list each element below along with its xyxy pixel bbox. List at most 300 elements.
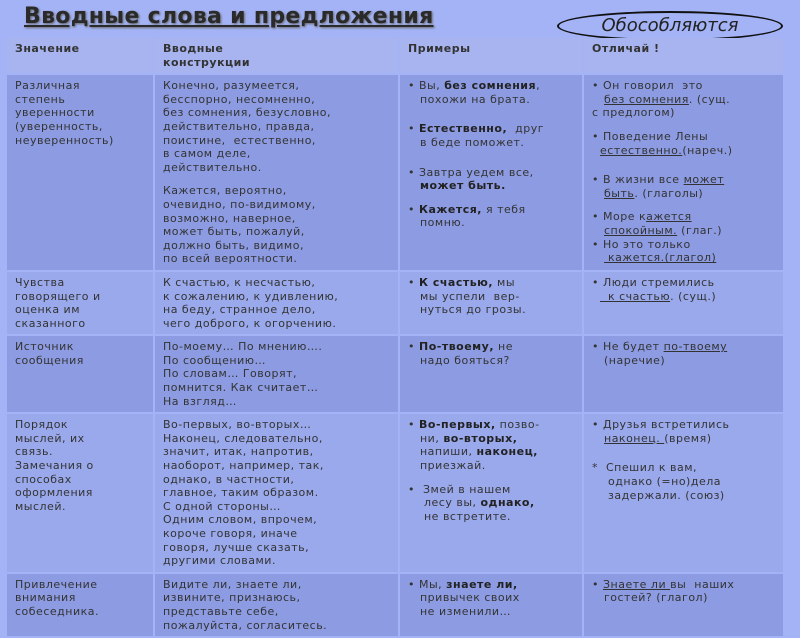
cell-constructions	[155, 272, 398, 334]
paragraph	[408, 203, 574, 230]
text-line	[163, 367, 390, 381]
table-row	[7, 414, 783, 572]
text-segment: Конечно, разумеется,	[163, 79, 300, 93]
text-segment: Видите ли, знаете ли,	[163, 577, 302, 591]
text-segment	[592, 251, 604, 264]
text-line	[592, 418, 775, 432]
paragraph	[408, 483, 574, 524]
text-line	[592, 461, 775, 475]
text-segment: внимания	[15, 591, 76, 605]
text-segment: (глаг.)	[677, 223, 723, 237]
paragraph	[592, 210, 775, 264]
text-segment: должно быть, видимо,	[163, 238, 304, 252]
cell-distinguish	[584, 414, 783, 572]
paragraph	[163, 79, 390, 174]
text-segment: На взгляд…	[163, 394, 237, 408]
text-line	[163, 290, 390, 304]
text-segment: уверенности	[15, 106, 95, 120]
text-line	[163, 527, 390, 541]
text-segment: говоря, лучше сказать,	[163, 540, 310, 554]
underlined-phrase: ажется	[646, 210, 692, 224]
text-line	[15, 340, 145, 354]
text-line	[592, 130, 775, 144]
paragraph	[408, 79, 574, 106]
underlined-phrase: по-твоему	[663, 340, 728, 354]
text-segment: степень	[15, 92, 66, 106]
text-line	[592, 93, 775, 107]
header-row	[7, 38, 783, 73]
text-segment: бесспорно, несомненно,	[163, 92, 316, 106]
text-segment: задержали. (союз)	[592, 488, 725, 502]
paragraph	[592, 130, 775, 157]
paragraph	[592, 173, 775, 200]
paragraph	[592, 340, 775, 367]
paragraph	[15, 418, 145, 513]
paragraph	[163, 276, 390, 330]
text-line	[408, 203, 574, 217]
text-segment: • Друзья встретились	[592, 418, 730, 432]
text-segment: помнится. Как считает…	[163, 381, 319, 395]
text-line	[408, 354, 574, 368]
text-segment: •	[408, 202, 419, 216]
bold-phrase: Во-первых,	[419, 418, 496, 432]
text-line	[15, 486, 145, 500]
text-segment: Источник	[15, 340, 74, 354]
text-segment: представьте себе,	[163, 604, 279, 618]
text-line	[15, 290, 145, 304]
cell-constructions	[155, 75, 398, 270]
text-line	[592, 187, 775, 201]
text-segment: однако, в частности,	[163, 472, 295, 486]
text-segment: сообщения	[15, 353, 84, 367]
text-line	[163, 79, 390, 93]
paragraph	[408, 166, 574, 193]
text-line	[15, 354, 145, 368]
text-line	[163, 317, 390, 331]
text-line	[163, 432, 390, 446]
text-line	[15, 500, 145, 514]
text-segment: Порядок	[15, 418, 69, 432]
text-segment: оценка им	[15, 303, 81, 317]
text-segment: однако (=но)дела	[592, 475, 721, 489]
text-segment: • Змей в нашем	[408, 482, 511, 496]
text-line	[163, 106, 390, 120]
paragraph	[163, 340, 390, 408]
bold-phrase: без сомнения	[444, 79, 537, 93]
text-line	[15, 432, 145, 446]
text-line	[15, 578, 145, 592]
text-segment: поистине, естественно,	[163, 133, 316, 147]
text-segment: . (сущ.)	[670, 289, 717, 303]
text-line	[15, 134, 145, 148]
text-segment: наоборот, например, так,	[163, 459, 324, 473]
paragraph	[408, 276, 574, 317]
text-line	[15, 459, 145, 473]
text-segment: похожи на брата.	[408, 92, 531, 106]
text-line	[163, 381, 390, 395]
text-segment: . (глаголы)	[634, 186, 704, 200]
text-segment: • Мы,	[408, 577, 447, 591]
text-line	[592, 173, 775, 187]
cell-examples	[400, 336, 582, 412]
text-line	[408, 459, 574, 473]
table-row	[7, 272, 783, 334]
text-line	[163, 578, 390, 592]
paragraph	[15, 578, 145, 619]
text-segment: лесу вы,	[408, 496, 481, 510]
text-segment: может быть, пожалуй,	[163, 225, 305, 239]
bold-phrase: К счастью,	[419, 275, 494, 289]
text-segment: Наконец, следовательно,	[163, 431, 323, 445]
cell-meaning	[7, 75, 153, 270]
text-line	[408, 136, 574, 150]
cell-examples	[400, 414, 582, 572]
text-line	[163, 459, 390, 473]
text-line	[163, 212, 390, 226]
text-segment: • Вы,	[408, 79, 445, 93]
text-line	[408, 605, 574, 619]
text-line	[592, 591, 775, 605]
text-segment: по всей вероятности.	[163, 252, 298, 266]
cell-distinguish	[584, 75, 783, 270]
text-line	[592, 475, 775, 489]
text-segment: напиши,	[408, 445, 477, 459]
table-row	[7, 336, 783, 412]
text-segment: •	[592, 577, 603, 591]
stamp-label: Обособляются	[557, 11, 783, 41]
text-segment: в беде поможет.	[408, 135, 525, 149]
text-line	[408, 418, 574, 432]
text-line	[408, 276, 574, 290]
text-line	[408, 216, 574, 230]
text-segment	[592, 187, 604, 200]
text-segment: на беду, странное дело,	[163, 303, 316, 317]
bold-phrase: По-твоему,	[419, 340, 495, 354]
paragraph	[15, 79, 145, 147]
text-segment: По словам… Говорят,	[163, 367, 297, 381]
cell-distinguish	[584, 272, 783, 334]
text-segment: не	[494, 340, 513, 354]
bold-phrase: Естественно,	[419, 122, 508, 136]
text-line	[592, 106, 775, 120]
text-line	[592, 340, 775, 354]
text-segment: Во-первых, во-вторых…	[163, 418, 312, 432]
text-line	[163, 147, 390, 161]
cell-examples	[400, 75, 582, 270]
text-segment: . (сущ.	[688, 92, 731, 106]
text-segment: • Море к	[592, 210, 647, 224]
text-line	[163, 486, 390, 500]
text-line	[15, 106, 145, 120]
text-line	[163, 198, 390, 212]
text-segment: надо бояться?	[408, 353, 510, 367]
text-line	[15, 445, 145, 459]
text-segment	[408, 179, 420, 192]
text-segment: без сомнения, безусловно,	[163, 106, 332, 120]
cell-constructions	[155, 336, 398, 412]
text-segment: помню.	[408, 216, 466, 230]
text-line	[15, 79, 145, 93]
text-line	[163, 276, 390, 290]
text-segment: • Люди стремились	[592, 275, 715, 289]
text-segment: (нареч.)	[682, 143, 733, 157]
paragraph	[592, 418, 775, 445]
paragraph	[408, 418, 574, 472]
text-segment: Различная	[15, 79, 80, 93]
bold-phrase: знаете ли,	[446, 577, 518, 591]
text-segment: способах	[15, 472, 72, 486]
table-row	[7, 75, 783, 270]
text-segment: возможно, наверное,	[163, 211, 296, 225]
text-segment: в самом деле,	[163, 147, 251, 161]
text-segment: говорящего и	[15, 289, 101, 303]
text-segment: я тебя	[481, 202, 526, 216]
text-line	[408, 93, 574, 107]
text-segment: Чувства	[15, 275, 65, 289]
text-line	[163, 619, 390, 633]
header-constructions: Вводные конструкции	[155, 38, 398, 73]
bold-phrase: во-вторых,	[443, 431, 518, 445]
text-line	[408, 591, 574, 605]
cell-constructions	[155, 574, 398, 636]
header-meaning: Значение	[7, 38, 153, 73]
text-segment: другими словами.	[163, 554, 276, 568]
text-line	[15, 93, 145, 107]
cell-meaning	[7, 336, 153, 412]
paragraph	[408, 340, 574, 367]
text-line	[163, 161, 390, 175]
text-line	[592, 432, 775, 446]
text-line	[408, 445, 574, 459]
bold-phrase: наконец,	[476, 445, 538, 459]
text-segment: •	[408, 122, 419, 136]
text-segment: • В жизни все	[592, 173, 684, 187]
text-segment	[592, 432, 604, 445]
text-segment: пожалуйста, согласитесь.	[163, 618, 328, 632]
text-segment: короче говоря, иначе	[163, 527, 298, 540]
text-line	[408, 483, 574, 497]
cell-distinguish	[584, 336, 783, 412]
text-segment: мыслей, их	[15, 431, 85, 445]
text-segment: •	[408, 275, 419, 289]
text-line	[15, 605, 145, 619]
text-segment: связь.	[15, 445, 53, 459]
text-segment: не изменили…	[408, 604, 512, 618]
text-segment: Замечания о	[15, 459, 94, 473]
cell-meaning	[7, 574, 153, 636]
text-segment: значит, итак, напротив,	[163, 445, 314, 459]
text-line	[163, 354, 390, 368]
text-segment: •	[408, 418, 419, 432]
text-segment: • Но это только	[592, 237, 691, 251]
text-segment: к сожалению, к удивлению,	[163, 289, 339, 303]
text-segment: мыслей.	[15, 499, 66, 513]
underlined-phrase: может	[683, 173, 725, 187]
text-segment	[592, 93, 604, 106]
paragraph	[592, 79, 775, 120]
cell-constructions	[155, 414, 398, 572]
text-line	[163, 340, 390, 354]
text-line	[592, 251, 775, 265]
text-line	[163, 252, 390, 266]
paragraph	[408, 578, 574, 619]
text-line	[15, 591, 145, 605]
text-line	[592, 489, 775, 503]
text-line	[592, 578, 775, 592]
bold-phrase: может быть.	[420, 179, 506, 193]
text-segment: Привлечение	[15, 577, 98, 591]
text-line	[592, 144, 775, 158]
paragraph	[163, 418, 390, 568]
text-segment: неуверенность)	[15, 133, 114, 147]
text-segment: * Спешил к вам,	[592, 461, 698, 475]
text-segment: По сообщению…	[163, 353, 267, 367]
text-line	[408, 510, 574, 524]
text-segment: не встретите.	[408, 509, 511, 523]
text-segment: чего доброго, к огорчению.	[163, 316, 337, 330]
bold-phrase: однако,	[480, 496, 535, 510]
text-segment: позво-	[495, 418, 540, 432]
paragraph	[592, 276, 775, 303]
text-segment: ни,	[408, 431, 444, 445]
text-line	[408, 122, 574, 136]
underlined-phrase: кажется.(глагол)	[604, 251, 717, 265]
underlined-phrase: Знаете ли	[603, 577, 671, 591]
text-segment: мы успели вер-	[408, 289, 520, 303]
text-line	[15, 317, 145, 331]
text-line	[592, 224, 775, 238]
underlined-phrase: без сомнения	[604, 92, 689, 106]
text-segment: с предлогом)	[592, 106, 675, 120]
paragraph	[592, 578, 775, 605]
underlined-phrase: к счастью	[600, 289, 671, 303]
text-line	[163, 445, 390, 459]
text-line	[163, 120, 390, 134]
bold-phrase: Кажется,	[419, 202, 482, 216]
text-segment: главное, таким образом.	[163, 486, 319, 500]
paragraph	[15, 276, 145, 330]
text-segment: действительно, правда,	[163, 119, 315, 133]
text-segment: привычек своих	[408, 591, 520, 605]
text-line	[592, 238, 775, 252]
text-line	[163, 239, 390, 253]
text-line	[163, 93, 390, 107]
underlined-phrase: естественно.	[600, 143, 683, 157]
text-segment: •	[408, 340, 419, 354]
text-line	[163, 554, 390, 568]
header-distinguish: Отличай !	[584, 38, 783, 73]
text-segment: Кажется, вероятно,	[163, 184, 287, 198]
text-line	[408, 303, 574, 317]
text-segment: • Завтра уедем все,	[408, 165, 534, 179]
text-segment: извините, признаюсь,	[163, 591, 301, 605]
text-segment: сказанного	[15, 316, 86, 330]
paragraph	[408, 122, 574, 149]
text-segment: По-моему… По мнению….	[163, 340, 323, 354]
text-line	[163, 500, 390, 514]
text-line	[163, 225, 390, 239]
text-line	[408, 432, 574, 446]
introductory-words-table	[5, 36, 785, 638]
text-segment: очевидно, по-видимому,	[163, 197, 316, 211]
text-segment: • Он говорил это	[592, 79, 703, 93]
text-line	[15, 473, 145, 487]
paragraph	[15, 340, 145, 367]
cell-examples	[400, 574, 582, 636]
text-line	[408, 179, 574, 193]
text-segment	[592, 144, 600, 157]
text-line	[408, 166, 574, 180]
paragraph	[592, 461, 775, 502]
text-segment	[592, 224, 604, 237]
cell-examples	[400, 272, 582, 334]
text-line	[408, 340, 574, 354]
underlined-phrase: наконец.	[604, 431, 665, 445]
text-segment: вы наших	[670, 577, 735, 591]
header-examples: Примеры	[400, 38, 582, 73]
text-segment: гостей? (глагол)	[592, 591, 708, 605]
text-line	[163, 473, 390, 487]
underlined-phrase: быть	[604, 186, 635, 200]
text-segment: ,	[536, 79, 541, 93]
text-line	[408, 496, 574, 510]
text-line	[163, 184, 390, 198]
text-line	[592, 276, 775, 290]
text-segment: К счастью, к несчастью,	[163, 275, 316, 289]
text-line	[163, 541, 390, 555]
text-segment: собеседника.	[15, 604, 99, 618]
underlined-phrase: спокойным.	[604, 223, 678, 237]
text-line	[592, 290, 775, 304]
text-segment: действительно.	[163, 160, 262, 174]
text-line	[15, 303, 145, 317]
slide-title: Вводные слова и предложения	[24, 4, 434, 29]
text-segment: нуться до грозы.	[408, 303, 527, 317]
text-line	[408, 578, 574, 592]
cell-distinguish	[584, 574, 783, 636]
text-segment: (время)	[664, 431, 712, 445]
table-row	[7, 574, 783, 636]
cell-meaning	[7, 414, 153, 572]
text-line	[15, 120, 145, 134]
text-segment: • Не будет	[592, 340, 664, 354]
text-segment: С одной стороны…	[163, 499, 281, 513]
text-line	[15, 418, 145, 432]
text-line	[163, 418, 390, 432]
text-line	[163, 303, 390, 317]
cell-meaning	[7, 272, 153, 334]
text-segment	[592, 290, 600, 303]
text-segment: мы	[493, 275, 516, 289]
text-segment: • Поведение Лены	[592, 129, 709, 143]
text-line	[163, 395, 390, 409]
text-segment: (уверенность,	[15, 119, 103, 133]
paragraph	[163, 184, 390, 266]
text-segment: (наречие)	[592, 353, 666, 367]
text-line	[163, 591, 390, 605]
text-line	[163, 513, 390, 527]
text-line	[408, 79, 574, 93]
text-line	[163, 605, 390, 619]
text-segment: Одним словом, впрочем,	[163, 513, 318, 527]
text-segment: друг	[507, 122, 544, 136]
text-line	[408, 290, 574, 304]
text-line	[592, 354, 775, 368]
text-line	[15, 276, 145, 290]
text-line	[592, 79, 775, 93]
text-line	[592, 210, 775, 224]
paragraph	[163, 578, 390, 632]
